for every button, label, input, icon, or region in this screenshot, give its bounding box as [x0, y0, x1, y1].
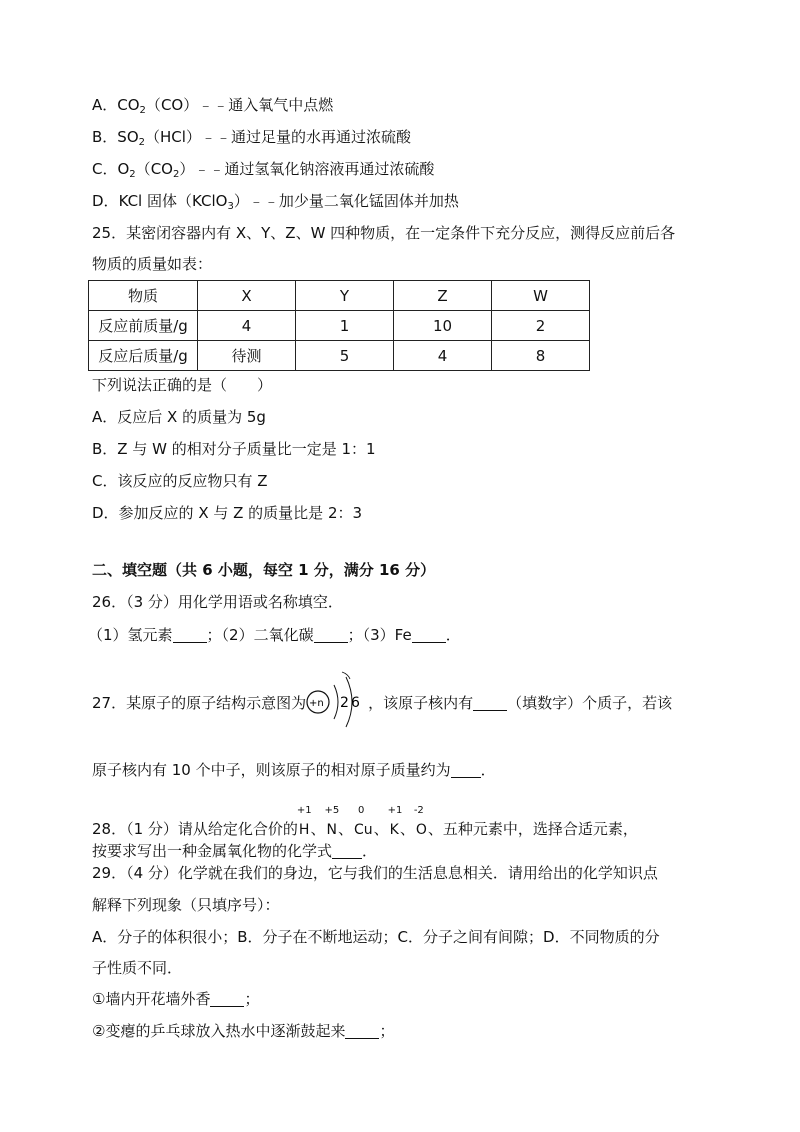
q27-stem-b: ，该原子核内有 — [368, 694, 474, 712]
paren-open: （ — [145, 96, 161, 114]
option-letter: A． — [92, 96, 118, 114]
subscript: 3 — [227, 201, 234, 212]
shell-arc-1 — [334, 685, 338, 719]
element-symbol: N — [326, 822, 337, 838]
period: ． — [362, 842, 378, 860]
q29-stem-line2: 解释下列现象（只填序号）： — [92, 896, 280, 914]
q28-line2-text: 按要求写出一种金属氧化物的化学式 — [92, 842, 333, 860]
table-header-cell: 物质 — [89, 281, 198, 311]
paren-open: （ — [135, 160, 151, 178]
q25-option-a: A．反应后 X 的质量为 5g — [92, 408, 266, 426]
q27-line2 — [92, 759, 496, 781]
answer-blank[interactable] — [314, 628, 348, 643]
formula: SO — [117, 128, 139, 146]
table-header-cell: W — [492, 281, 590, 311]
q29-item1-text: ①墙内开花墙外香 — [92, 990, 211, 1008]
semicolon: ； — [244, 990, 260, 1008]
q24-option-c — [92, 158, 434, 186]
table-header-cell: Y — [296, 281, 394, 311]
mass-table — [88, 280, 590, 371]
table-row — [89, 341, 590, 371]
impurity: CO — [160, 96, 184, 114]
table-cell: 反应后质量/g — [89, 341, 198, 371]
subscript: 2 — [172, 169, 180, 180]
impurity: CO — [150, 160, 173, 178]
answer-blank[interactable] — [332, 844, 362, 859]
valence-number: +1 — [296, 805, 312, 816]
valence-number: -2 — [413, 805, 424, 816]
q25-stem-line2: 物质的质量如表： — [92, 255, 213, 273]
q29-stem-line1: 29．（4 分）化学就在我们的身边，它与我们的生活息息相关．请用给出的化学知识点 — [92, 864, 658, 882]
valence-number: 0 — [357, 805, 365, 816]
table-cell: 待测 — [198, 341, 296, 371]
q25-prompt: 下列说法正确的是（ ） — [92, 376, 273, 394]
method: ﹣﹣通过足量的水再通过浓硫酸 — [200, 128, 411, 146]
q25-stem-line1: 25．某密闭容器内有 X、Y、Z、W 四种物质，在一定条件下充分反应，测得反应前后各 — [92, 224, 676, 242]
paren-close: ） — [233, 192, 249, 210]
q25-option-c: C．该反应的反应物只有 Z — [92, 472, 268, 490]
q27-stem-a: 27．某原子的原子结构示意图为 — [92, 694, 307, 712]
section-heading: 二、填空题（共 6 小题，每空 1 分，满分 16 分） — [92, 561, 436, 579]
answer-blank[interactable] — [412, 628, 446, 643]
q26-part1-label: （1）氢元素 — [88, 626, 173, 644]
formula: KCl 固体（KClO — [118, 192, 228, 210]
paren-close: ） — [185, 128, 201, 146]
q26-stem: 26．（3 分）用化学用语或名称填空． — [92, 593, 343, 611]
table-cell: 10 — [394, 311, 492, 341]
table-header-cell: X — [198, 281, 296, 311]
subscript: 2 — [129, 169, 136, 180]
table-cell: 4 — [198, 311, 296, 341]
separator: 、 — [427, 820, 443, 838]
period: ． — [445, 626, 461, 644]
subscript: 2 — [138, 137, 145, 148]
q27-stem-c: （填数字）个质子，若该 — [507, 694, 673, 712]
element-symbol: K — [389, 822, 399, 838]
q29-choices-line1: A．分子的体积很小；B．分子在不断地运动；C．分子之间有间隙；D．不同物质的分 — [92, 928, 660, 946]
q24-option-b — [92, 126, 411, 154]
q28-stem-b: 五种元素中，选择合适元素， — [442, 820, 638, 838]
q28-line1 — [92, 805, 638, 841]
element-symbol: H — [298, 822, 310, 838]
paren-open: （ — [145, 128, 161, 146]
option-letter: C． — [92, 160, 118, 178]
formula: O — [117, 160, 130, 178]
table-header-cell: Z — [394, 281, 492, 311]
atom-structure-diagram — [306, 669, 368, 729]
valence-k — [387, 805, 403, 841]
q26-part2-label: ；（2）二氧化碳 — [206, 626, 314, 644]
valence-n — [324, 805, 340, 841]
separator: 、 — [373, 820, 389, 838]
q29-item2-text: ②变瘪的乒乓球放入热水中逐渐鼓起来 — [92, 1022, 346, 1040]
nucleus-label: +n — [309, 697, 324, 709]
q29-item2 — [92, 1020, 394, 1042]
separator: 、 — [337, 820, 353, 838]
table-cell: 5 — [296, 341, 394, 371]
valence-number: +1 — [387, 805, 403, 816]
table-cell: 反应前质量/g — [89, 311, 198, 341]
answer-blank[interactable] — [210, 992, 244, 1007]
option-letter: B． — [92, 128, 118, 146]
formula: CO — [117, 96, 140, 114]
shell1-electrons: 2 — [340, 694, 350, 711]
answer-blank[interactable] — [345, 1024, 379, 1039]
q29-choices-line2: 子性质不同． — [92, 959, 183, 977]
answer-blank[interactable] — [451, 763, 481, 778]
separator: 、 — [399, 820, 415, 838]
valence-h — [296, 805, 312, 841]
period: ． — [480, 761, 496, 779]
subscript: 2 — [139, 105, 146, 116]
paren-close: ） — [179, 160, 195, 178]
q25-option-d: D．参加反应的 X 与 Z 的质量比是 2：3 — [92, 504, 363, 522]
method: ﹣﹣通过氢氧化钠溶液再通过浓硫酸 — [194, 160, 435, 178]
q24-option-a — [92, 94, 333, 122]
q28-line2 — [92, 840, 377, 862]
semicolon: ； — [379, 1022, 395, 1040]
q25-option-b: B．Z 与 W 的相对分子质量比一定是 1：1 — [92, 440, 376, 458]
table-row — [89, 311, 590, 341]
q26-parts — [88, 624, 461, 646]
separator: 、 — [310, 820, 326, 838]
table-cell: 1 — [296, 311, 394, 341]
impurity: HCl — [160, 128, 186, 146]
paren-close: ） — [183, 96, 199, 114]
q24-option-d — [92, 190, 459, 218]
valence-o — [413, 805, 427, 841]
method: ﹣﹣通入氧气中点燃 — [198, 96, 334, 114]
element-symbol: Cu — [353, 822, 373, 838]
valence-number: +5 — [324, 805, 340, 816]
q29-item1 — [92, 988, 259, 1010]
table-cell: 4 — [394, 341, 492, 371]
method: ﹣﹣加少量二氧化锰固体并加热 — [248, 192, 459, 210]
element-symbol: O — [415, 822, 427, 838]
table-cell: 2 — [492, 311, 590, 341]
q27-line2-text: 原子核内有 10 个中子，则该原子的相对原子质量约为 — [92, 761, 451, 779]
answer-blank[interactable] — [473, 696, 507, 711]
table-header-row — [89, 281, 590, 311]
q28-stem-a: 28．（1 分）请从给定化合价的 — [92, 820, 298, 838]
option-letter: D． — [92, 192, 119, 210]
q27-line1 — [92, 692, 672, 715]
q26-part3-label: ；（3）Fe — [347, 626, 412, 644]
answer-blank[interactable] — [173, 628, 207, 643]
shell2-electrons: 6 — [351, 694, 361, 711]
valence-cu — [353, 805, 373, 841]
table-cell: 8 — [492, 341, 590, 371]
